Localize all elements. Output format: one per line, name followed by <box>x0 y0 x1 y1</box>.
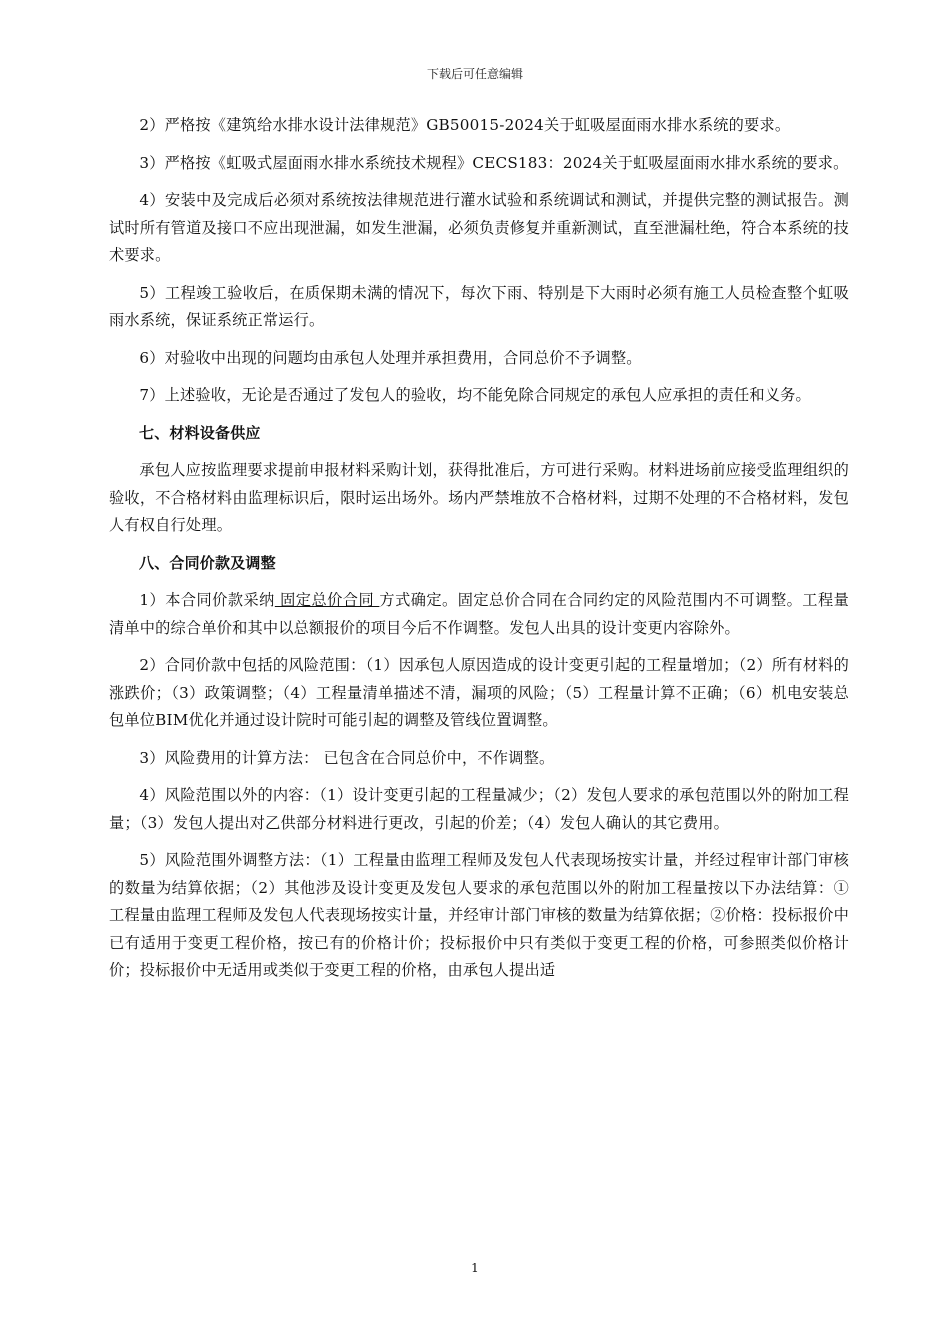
paragraph-3: 3）严格按《虹吸式屋面雨水排水系统技术规程》CECS183：2024关于虹吸屋面雨水排水系统的要求。 <box>139 153 849 172</box>
section-8-paragraph-3: 3）风险费用的计算方法： 已包含在合同总价中，不作调整。 <box>139 748 555 767</box>
p1-after: 方式确定。固定总价合同在合同约定的风险范围内不可调整。工程量清单中的综合单价和其中以总额报价的项目今后不作调整。发包人出具的设计变更内容除外。 <box>109 591 849 637</box>
section-8-title: 八、合同价款及调整 <box>139 553 276 572</box>
section-7-text: 承包人应按监理要求提前申报材料采购计划，获得批准后，方可进行采购。材料进场前应接受监理组织的验收，不合格材料由监理标识后，限时运出场外。场内严禁堆放不合格材料，过期不处理的不合格材料，发包人有权自行处理。 <box>109 461 849 534</box>
section-8-paragraph-4: 4）风险范围以外的内容：（1）设计变更引起的工程量减少；（2）发包人要求的承包范围以外的附加工程量；（3）发包人提出对乙供部分材料进行更改，引起的价差；（4）发包人确认的其它费用。 <box>109 786 849 832</box>
page-number: 1 <box>471 1261 479 1275</box>
document-body <box>109 112 849 995</box>
section-8-paragraph-5: 5）风险范围外调整方法：（1）工程量由监理工程师及发包人代表现场按实计量，并经过程审计部门审核的数量为结算依据；（2）其他涉及设计变更及发包人要求的承包范围以外的附加工程量按以下办法结算：①工程量由监理工程师及发包人代表现场按实计量，并经审计部门审核的数量为结算依据；②价格：投标报价中已有适用于变更工程价格，按已有的价格计价；投标报价中只有类似于变更工程的价格，可参照类似价格计价；投标报价中无适用或类似于变更工程的价格，由承包人提出适 <box>109 851 849 979</box>
page-header: 下载后可任意编辑 <box>426 67 523 81</box>
paragraph-5: 5）工程竣工验收后，在质保期未满的情况下，每次下雨、特别是下大雨时必须有施工人员检查整个虹吸雨水系统，保证系统正常运行。 <box>109 283 849 329</box>
paragraph-7: 7）上述验收，无论是否通过了发包人的验收，均不能免除合同规定的承包人应承担的责任和义务。 <box>139 386 811 404</box>
paragraph-6: 6）对验收中出现的问题均由承包人处理并承担费用，合同总价不予调整。 <box>139 348 642 367</box>
section-7-title: 七、材料设备供应 <box>139 423 261 442</box>
section-8-paragraph-2: 2）合同价款中包括的风险范围：（1）因承包人原因造成的设计变更引起的工程量增加；（2）所有材料的涨跌价；（3）政策调整；（4）工程量清单描述不清，漏项的风险；（5）工程量计算不正确；（6）机电安装总包单位BIM优化并通过设计院时可能引起的调整及管线位置调整。 <box>109 656 849 729</box>
p1-before: 1）本合同价款采纳 <box>139 591 275 609</box>
contract-type-underlined: 固定总价合同 <box>274 591 380 609</box>
paragraph-4: 4）安装中及完成后必须对系统按法律规范进行灌水试验和系统调试和测试，并提供完整的测试报告。测试时所有管道及接口不应出现泄漏，如发生泄漏，必须负责修复并重新测试，直至泄漏杜绝，符合本系统的技术要求。 <box>109 191 849 264</box>
section-8-paragraph-1 <box>109 587 849 642</box>
paragraph-2: 2）严格按《建筑给水排水设计法律规范》GB50015-2024关于虹吸屋面雨水排水系统的要求。 <box>139 116 791 134</box>
